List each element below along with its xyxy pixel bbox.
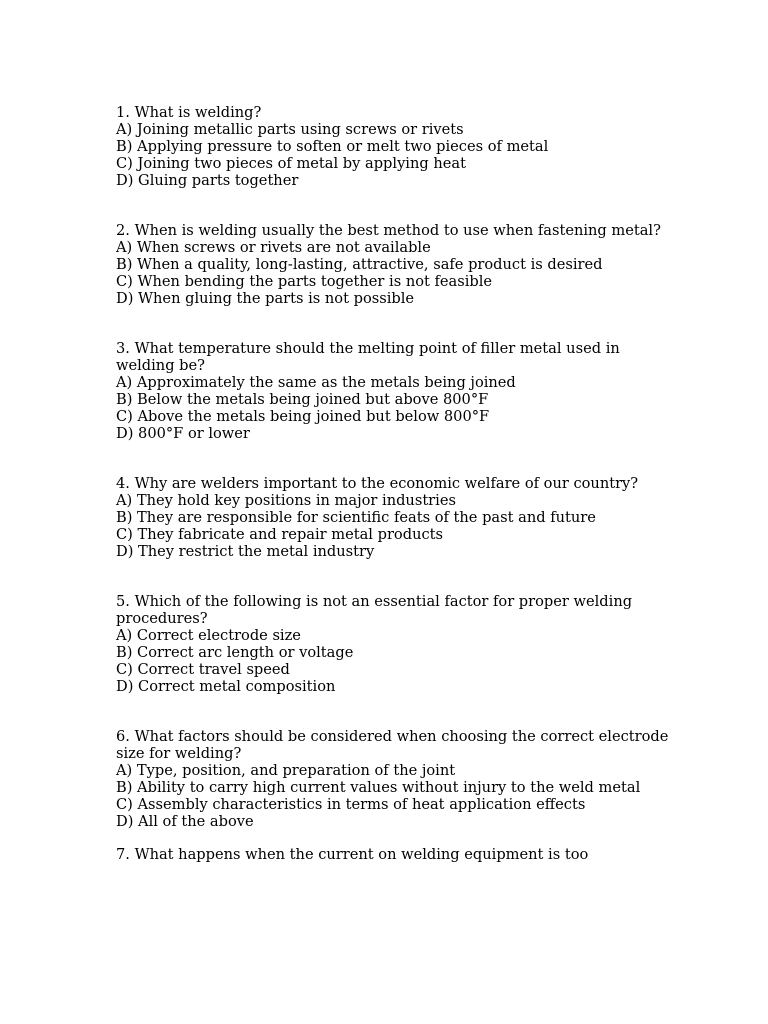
question-4-option-d: D) They restrict the metal industry: [116, 543, 375, 560]
question-3: [116, 340, 676, 442]
question-4-option-a: A) They hold key positions in major industries: [116, 492, 456, 509]
question-2: [116, 222, 676, 307]
question-6: [116, 728, 676, 830]
question-5-text: 5. Which of the following is not an essential factor for proper welding procedures?: [116, 593, 633, 627]
question-2-option-b: B) When a quality, long-lasting, attractive, safe product is desired: [116, 256, 603, 273]
quiz-content: [116, 104, 676, 896]
question-4-text: 4. Why are welders important to the economic welfare of our country?: [116, 475, 639, 492]
question-2-option-c: C) When bending the parts together is not feasible: [116, 273, 493, 290]
question-6-option-b: B) Ability to carry high current values without injury to the weld metal: [116, 779, 641, 796]
question-5-option-c: C) Correct travel speed: [116, 661, 290, 678]
question-3-option-a: A) Approximately the same as the metals being joined: [116, 374, 516, 391]
question-1-text: 1. What is welding?: [116, 104, 262, 121]
question-7: [116, 846, 676, 863]
question-3-option-b: B) Below the metals being joined but above 800°F: [116, 391, 489, 408]
question-5-option-b: B) Correct arc length or voltage: [116, 644, 354, 661]
question-3-text: 3. What temperature should the melting point of filler metal used in welding be?: [116, 340, 620, 374]
question-7-text: 7. What happens when the current on welding equipment is too: [116, 846, 589, 863]
question-1-option-d: D) Gluing parts together: [116, 172, 299, 189]
question-1-option-a: A) Joining metallic parts using screws or rivets: [116, 121, 464, 138]
question-5: [116, 593, 676, 695]
question-5-option-a: A) Correct electrode size: [116, 627, 301, 644]
question-6-text: 6. What factors should be considered when choosing the correct electrode size for welding?: [116, 728, 669, 762]
question-5-option-d: D) Correct metal composition: [116, 678, 336, 695]
question-6-option-a: A) Type, position, and preparation of the joint: [116, 762, 456, 779]
question-1-option-c: C) Joining two pieces of metal by applying heat: [116, 155, 466, 172]
question-4-option-b: B) They are responsible for scientific feats of the past and future: [116, 509, 596, 526]
question-2-option-d: D) When gluing the parts is not possible: [116, 290, 415, 307]
question-1: [116, 104, 676, 189]
question-3-option-d: D) 800°F or lower: [116, 425, 250, 442]
question-3-option-c: C) Above the metals being joined but below 800°F: [116, 408, 490, 425]
question-6-option-c: C) Assembly characteristics in terms of heat application effects: [116, 796, 586, 813]
question-4-option-c: C) They fabricate and repair metal products: [116, 526, 443, 543]
question-2-option-a: A) When screws or rivets are not available: [116, 239, 431, 256]
question-1-option-b: B) Applying pressure to soften or melt two pieces of metal: [116, 138, 549, 155]
question-2-text: 2. When is welding usually the best method to use when fastening metal?: [116, 222, 661, 239]
question-4: [116, 475, 676, 560]
question-6-option-d: D) All of the above: [116, 813, 254, 830]
